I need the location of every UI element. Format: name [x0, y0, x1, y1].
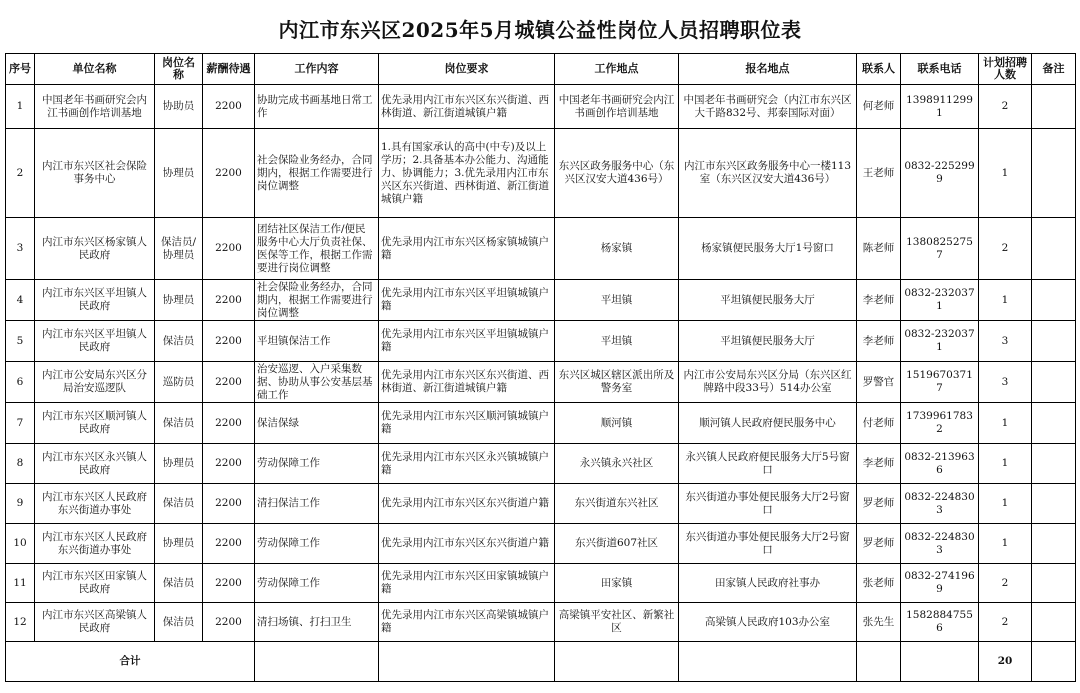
salary: 2200 — [203, 129, 255, 218]
table-row — [6, 85, 1076, 129]
planned-count: 1 — [979, 444, 1032, 484]
row-number: 7 — [6, 403, 35, 444]
contact-phone: 17399617832 — [901, 403, 979, 444]
contact-phone: 0832-2252999 — [901, 129, 979, 218]
empty-cell — [555, 642, 679, 682]
work-content: 清扫保洁工作 — [255, 484, 379, 524]
post-name: 巡防员 — [155, 362, 203, 403]
planned-count: 2 — [979, 603, 1032, 642]
remark — [1032, 321, 1076, 362]
contact-person: 王老师 — [857, 129, 901, 218]
remark — [1032, 85, 1076, 129]
unit-name: 内江市东兴区田家镇人民政府 — [35, 564, 155, 603]
contact-person: 付老师 — [857, 403, 901, 444]
table-row — [6, 280, 1076, 321]
salary: 2200 — [203, 362, 255, 403]
total-count: 20 — [979, 642, 1032, 682]
header-content: 工作内容 — [255, 54, 379, 85]
planned-count: 1 — [979, 129, 1032, 218]
recruitment-table — [5, 53, 1076, 682]
header-requirement: 岗位要求 — [379, 54, 555, 85]
table-row — [6, 362, 1076, 403]
registration-place: 平坦镇便民服务大厅 — [679, 321, 857, 362]
unit-name: 内江市公安局东兴区分局治安巡逻队 — [35, 362, 155, 403]
table-row — [6, 321, 1076, 362]
post-requirement: 优先录用内江市东兴区平坦镇城镇户籍 — [379, 321, 555, 362]
work-content: 清扫场镇、打扫卫生 — [255, 603, 379, 642]
row-number: 1 — [6, 85, 35, 129]
empty-cell — [857, 642, 901, 682]
post-name: 保洁员/协理员 — [155, 218, 203, 280]
registration-place: 顺河镇人民政府便民服务中心 — [679, 403, 857, 444]
row-number: 12 — [6, 603, 35, 642]
header-unit: 单位名称 — [35, 54, 155, 85]
salary: 2200 — [203, 444, 255, 484]
header-row — [6, 54, 1076, 85]
registration-place: 平坦镇便民服务大厅 — [679, 280, 857, 321]
contact-phone: 13989112991 — [901, 85, 979, 129]
work-content: 社会保险业务经办，合同期内，根据工作需要进行岗位调整 — [255, 280, 379, 321]
planned-count: 3 — [979, 362, 1032, 403]
contact-phone: 0832-2320371 — [901, 280, 979, 321]
empty-cell — [255, 642, 379, 682]
work-content: 平坦镇保洁工作 — [255, 321, 379, 362]
post-name: 保洁员 — [155, 403, 203, 444]
contact-person: 李老师 — [857, 280, 901, 321]
salary: 2200 — [203, 321, 255, 362]
post-name: 协助员 — [155, 85, 203, 129]
post-requirement: 优先录用内江市东兴区平坦镇城镇户籍 — [379, 280, 555, 321]
registration-place: 田家镇人民政府社事办 — [679, 564, 857, 603]
row-number: 4 — [6, 280, 35, 321]
table-row — [6, 524, 1076, 564]
unit-name: 内江市东兴区人民政府东兴街道办事处 — [35, 524, 155, 564]
contact-phone: 13808252757 — [901, 218, 979, 280]
unit-name: 中国老年书画研究会内江书画创作培训基地 — [35, 85, 155, 129]
salary: 2200 — [203, 524, 255, 564]
unit-name: 内江市东兴区杨家镇人民政府 — [35, 218, 155, 280]
header-note: 备注 — [1032, 54, 1076, 85]
planned-count: 1 — [979, 403, 1032, 444]
contact-person: 罗老师 — [857, 524, 901, 564]
empty-cell — [379, 642, 555, 682]
contact-phone: 0832-2320371 — [901, 321, 979, 362]
empty-cell — [901, 642, 979, 682]
registration-place: 内江市公安局东兴区分局（东兴区红牌路中段33号）514办公室 — [679, 362, 857, 403]
registration-place: 杨家镇便民服务大厅1号窗口 — [679, 218, 857, 280]
post-requirement: 1.具有国家承认的高中(中专)及以上学历；2.具备基本办公能力、沟通能力、协调能力；3.优先录用内江市东兴区东兴街道、西林街道、新江街道城镇户籍 — [379, 129, 555, 218]
work-content: 劳动保障工作 — [255, 564, 379, 603]
unit-name: 内江市东兴区永兴镇人民政府 — [35, 444, 155, 484]
contact-person: 张老师 — [857, 564, 901, 603]
planned-count: 1 — [979, 484, 1032, 524]
post-requirement: 优先录用内江市东兴区东兴街道户籍 — [379, 484, 555, 524]
contact-person: 罗老师 — [857, 484, 901, 524]
row-number: 8 — [6, 444, 35, 484]
row-number: 2 — [6, 129, 35, 218]
registration-place: 永兴镇人民政府便民服务大厅5号窗口 — [679, 444, 857, 484]
header-count: 计划招聘人数 — [979, 54, 1032, 85]
row-number: 9 — [6, 484, 35, 524]
header-contact: 联系人 — [857, 54, 901, 85]
post-name: 保洁员 — [155, 603, 203, 642]
work-place: 东兴区政务服务中心（东兴区汉安大道436号） — [555, 129, 679, 218]
contact-phone: 0832-2248303 — [901, 524, 979, 564]
post-name: 保洁员 — [155, 564, 203, 603]
planned-count: 1 — [979, 280, 1032, 321]
post-requirement: 优先录用内江市东兴区东兴街道、西林街道、新江街道城镇户籍 — [379, 362, 555, 403]
salary: 2200 — [203, 218, 255, 280]
work-content: 社会保险业务经办，合同期内，根据工作需要进行岗位调整 — [255, 129, 379, 218]
post-name: 协理员 — [155, 444, 203, 484]
salary: 2200 — [203, 484, 255, 524]
work-place: 顺河镇 — [555, 403, 679, 444]
remark — [1032, 362, 1076, 403]
salary: 2200 — [203, 603, 255, 642]
contact-person: 陈老师 — [857, 218, 901, 280]
row-number: 11 — [6, 564, 35, 603]
table-row — [6, 603, 1076, 642]
planned-count: 1 — [979, 524, 1032, 564]
work-place: 杨家镇 — [555, 218, 679, 280]
remark — [1032, 603, 1076, 642]
total-row — [6, 642, 1076, 682]
header-pay: 薪酬待遇 — [203, 54, 255, 85]
post-requirement: 优先录用内江市东兴区顺河镇城镇户籍 — [379, 403, 555, 444]
registration-place: 内江市东兴区政务服务中心一楼113室（东兴区汉安大道436号） — [679, 129, 857, 218]
header-no: 序号 — [6, 54, 35, 85]
remark — [1032, 218, 1076, 280]
work-content: 保洁保绿 — [255, 403, 379, 444]
post-requirement: 优先录用内江市东兴区永兴镇城镇户籍 — [379, 444, 555, 484]
work-place: 永兴镇永兴社区 — [555, 444, 679, 484]
remark — [1032, 403, 1076, 444]
contact-phone: 15196703717 — [901, 362, 979, 403]
row-number: 3 — [6, 218, 35, 280]
salary: 2200 — [203, 564, 255, 603]
post-requirement: 优先录用内江市东兴区杨家镇城镇户籍 — [379, 218, 555, 280]
unit-name: 内江市东兴区人民政府东兴街道办事处 — [35, 484, 155, 524]
work-place: 平坦镇 — [555, 321, 679, 362]
work-place: 中国老年书画研究会内江书画创作培训基地 — [555, 85, 679, 129]
table-row — [6, 484, 1076, 524]
empty-cell — [679, 642, 857, 682]
work-place: 田家镇 — [555, 564, 679, 603]
work-place: 东兴街道东兴社区 — [555, 484, 679, 524]
work-place: 高梁镇平安社区、新繁社区 — [555, 603, 679, 642]
remark — [1032, 444, 1076, 484]
contact-person: 李老师 — [857, 321, 901, 362]
work-content: 治安巡逻、入户采集数据、协助从事公安基层基础工作 — [255, 362, 379, 403]
remark — [1032, 280, 1076, 321]
contact-person: 张先生 — [857, 603, 901, 642]
remark — [1032, 484, 1076, 524]
unit-name: 内江市东兴区高梁镇人民政府 — [35, 603, 155, 642]
contact-person: 罗警官 — [857, 362, 901, 403]
work-place: 平坦镇 — [555, 280, 679, 321]
table-row — [6, 218, 1076, 280]
salary: 2200 — [203, 280, 255, 321]
header-registration: 报名地点 — [679, 54, 857, 85]
unit-name: 内江市东兴区社会保险事务中心 — [35, 129, 155, 218]
post-name: 协理员 — [155, 280, 203, 321]
unit-name: 内江市东兴区平坦镇人民政府 — [35, 280, 155, 321]
header-phone: 联系电话 — [901, 54, 979, 85]
post-name: 协理员 — [155, 524, 203, 564]
contact-person: 何老师 — [857, 85, 901, 129]
registration-place: 东兴街道办事处便民服务大厅2号窗口 — [679, 484, 857, 524]
contact-phone: 0832-2139636 — [901, 444, 979, 484]
post-requirement: 优先录用内江市东兴区东兴街道户籍 — [379, 524, 555, 564]
unit-name: 内江市东兴区平坦镇人民政府 — [35, 321, 155, 362]
row-number: 10 — [6, 524, 35, 564]
post-name: 保洁员 — [155, 321, 203, 362]
contact-phone: 0832-2741969 — [901, 564, 979, 603]
post-name: 协理员 — [155, 129, 203, 218]
table-row — [6, 129, 1076, 218]
work-content: 劳动保障工作 — [255, 444, 379, 484]
contact-phone: 15828847556 — [901, 603, 979, 642]
table-row — [6, 403, 1076, 444]
work-content: 协助完成书画基地日常工作 — [255, 85, 379, 129]
table-row — [6, 444, 1076, 484]
header-post: 岗位名称 — [155, 54, 203, 85]
empty-cell — [1032, 642, 1076, 682]
post-requirement: 优先录用内江市东兴区高梁镇城镇户籍 — [379, 603, 555, 642]
salary: 2200 — [203, 403, 255, 444]
row-number: 5 — [6, 321, 35, 362]
post-requirement: 优先录用内江市东兴区田家镇城镇户籍 — [379, 564, 555, 603]
planned-count: 3 — [979, 321, 1032, 362]
remark — [1032, 564, 1076, 603]
unit-name: 内江市东兴区顺河镇人民政府 — [35, 403, 155, 444]
total-label: 合计 — [6, 642, 255, 682]
work-content: 劳动保障工作 — [255, 524, 379, 564]
salary: 2200 — [203, 85, 255, 129]
post-requirement: 优先录用内江市东兴区东兴街道、西林街道、新江街道城镇户籍 — [379, 85, 555, 129]
remark — [1032, 524, 1076, 564]
contact-phone: 0832-2248303 — [901, 484, 979, 524]
header-place: 工作地点 — [555, 54, 679, 85]
registration-place: 高梁镇人民政府103办公室 — [679, 603, 857, 642]
contact-person: 李老师 — [857, 444, 901, 484]
table-row — [6, 564, 1076, 603]
remark — [1032, 129, 1076, 218]
row-number: 6 — [6, 362, 35, 403]
work-content: 团结社区保洁工作/便民服务中心大厅负责社保、医保等工作，根据工作需要进行岗位调整 — [255, 218, 379, 280]
work-place: 东兴区城区辖区派出所及警务室 — [555, 362, 679, 403]
planned-count: 2 — [979, 85, 1032, 129]
post-name: 保洁员 — [155, 484, 203, 524]
page-title: 内江市东兴区2025年5月城镇公益性岗位人员招聘职位表 — [278, 18, 802, 42]
registration-place: 东兴街道办事处便民服务大厅2号窗口 — [679, 524, 857, 564]
planned-count: 2 — [979, 564, 1032, 603]
work-place: 东兴街道607社区 — [555, 524, 679, 564]
registration-place: 中国老年书画研究会（内江市东兴区大千路832号、邦泰国际对面） — [679, 85, 857, 129]
planned-count: 2 — [979, 218, 1032, 280]
